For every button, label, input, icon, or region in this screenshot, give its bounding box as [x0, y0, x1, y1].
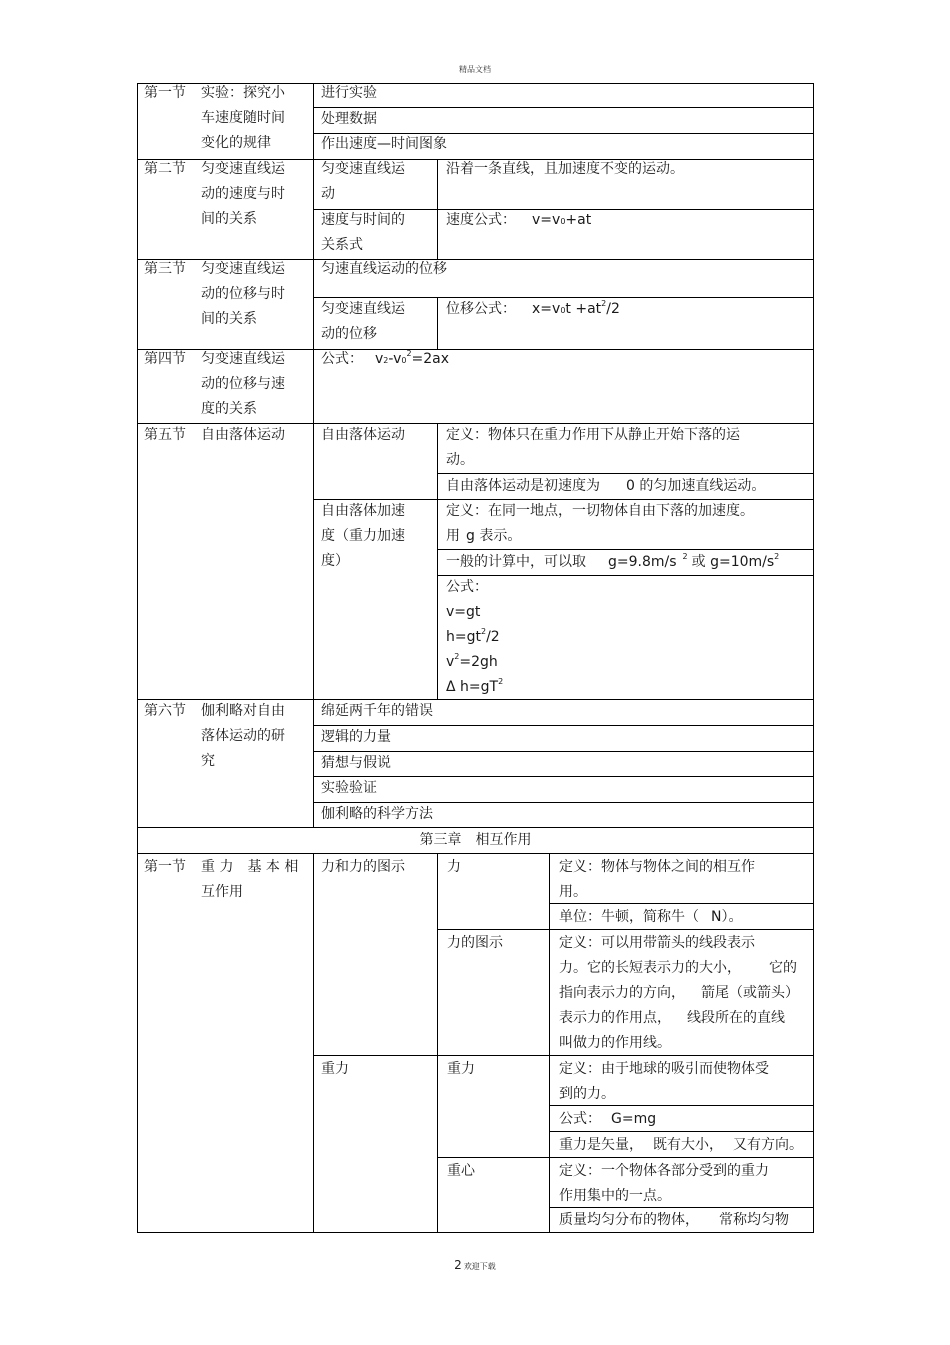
table-border-right: [813, 83, 814, 1233]
section-number: 第六节: [144, 703, 186, 719]
formula-line: [559, 1107, 656, 1132]
row-line: [313, 107, 814, 108]
topic-label: 速度与时间的: [321, 212, 405, 228]
topic-label: 匀变速直线运: [321, 301, 405, 317]
section-title: 动的速度与时: [201, 186, 285, 202]
row-line: [437, 575, 814, 576]
definition-part: 线段所在的直线: [687, 1010, 785, 1026]
section-title: 变化的规律: [201, 135, 271, 151]
subtopic-label: 力的图示: [447, 935, 503, 951]
section-title: 重 力 基 本 相: [201, 859, 299, 875]
definition-text: 定义：物体与物体之间的相互作: [559, 859, 755, 875]
formula: 或 g=10m/s: [691, 554, 775, 570]
definition-part: 箭尾（或箭头）: [701, 985, 799, 1001]
definition-part: 既有大小，: [653, 1137, 723, 1153]
row-line: [137, 853, 814, 854]
section-title: 伽利略对自由: [201, 703, 285, 719]
formula: v: [375, 351, 384, 367]
table-border-left: [137, 83, 138, 1233]
section-title: 落体运动的研: [201, 728, 285, 744]
section-title: 匀变速直线运: [201, 161, 285, 177]
definition-text: 作用集中的一点。: [559, 1188, 671, 1204]
formula: [446, 675, 503, 700]
superscript: 2: [498, 677, 504, 686]
section-number: 第三节: [144, 261, 186, 277]
topic-label: 度）: [321, 553, 349, 569]
subscript: 0: [401, 356, 407, 365]
section-title: 间的关系: [201, 311, 257, 327]
superscript: 2: [406, 349, 412, 358]
topic-cell: 绵延两千年的错误: [321, 703, 433, 719]
row-line: [313, 776, 814, 777]
definition-text: [559, 1208, 789, 1233]
col-divider: [437, 853, 438, 1233]
topic-label: 自由落体加速: [321, 503, 405, 519]
superscript: 2: [682, 552, 688, 561]
formula-part: =2gh: [459, 654, 498, 670]
subscript: 0: [560, 306, 566, 315]
superscript: 2: [480, 627, 487, 636]
topic-cell: 作出速度—时间图象: [321, 136, 447, 152]
section-title: 动的位移与时: [201, 286, 285, 302]
formula: =2ax: [411, 351, 450, 367]
superscript: 2: [454, 652, 460, 661]
topic-cell: 处理数据: [321, 111, 377, 127]
definition-text: 定义：可以用带箭头的线段表示: [559, 935, 755, 951]
formula: /2: [606, 301, 620, 317]
definition-text: [559, 956, 797, 981]
topic-cell: 进行实验: [321, 85, 377, 101]
subtopic-label: 力: [447, 859, 461, 875]
topic-cell: 猜想与假说: [321, 755, 391, 771]
formula-prefix: 位移公式：: [446, 301, 516, 317]
section-number: 第一节: [144, 859, 186, 875]
section-number: 第四节: [144, 351, 186, 367]
section-number: 第一节: [144, 85, 186, 101]
formula: [446, 650, 498, 675]
definition-text: 定义：物体只在重力作用下从静止开始下落的运: [446, 427, 740, 443]
definition-text: [559, 905, 742, 930]
page-number: 2: [454, 1258, 462, 1272]
outline-table: [137, 83, 814, 1233]
topic-label: 自由落体运动: [321, 427, 405, 443]
topic-cell: 匀速直线运动的位移: [321, 261, 447, 277]
col-divider: [437, 297, 438, 349]
topic-label: 力和力的图示: [321, 859, 405, 875]
subscript: 2: [383, 356, 389, 365]
chapter-title: 第三章 相互作用: [419, 832, 532, 848]
formula: [446, 625, 500, 650]
formula: -v: [388, 351, 402, 367]
formula: v=v: [532, 212, 561, 228]
definition-part: 又有方向。: [733, 1137, 803, 1153]
section-number: 第五节: [144, 427, 186, 443]
col-divider: [313, 83, 314, 827]
note-part: 自由落体运动是初速度为: [446, 478, 600, 494]
note-part: 0 的匀加速直线运动。: [626, 478, 766, 494]
formula-line: [446, 208, 591, 233]
definition-part: g 表示。: [466, 528, 522, 544]
formula-part: h=gt: [446, 629, 481, 645]
definition-text: [559, 1133, 803, 1158]
topic-label: 动的位移: [321, 326, 377, 342]
page-footer: [0, 1258, 950, 1272]
topic-label: 动: [321, 186, 335, 202]
definition-text: 定义：由于地球的吸引而使物体受: [559, 1061, 769, 1077]
formula-prefix: 速度公式：: [446, 212, 516, 228]
section-title: 实验：探究小: [201, 85, 285, 101]
section-title: 度的关系: [201, 401, 257, 417]
subscript: 0: [560, 217, 566, 226]
topic-label: 度（重力加速: [321, 528, 405, 544]
definition-text: [446, 524, 521, 549]
formula-part: /2: [486, 629, 500, 645]
section-number: 第二节: [144, 161, 186, 177]
note-text: [446, 550, 779, 575]
definition-part: 表示力的作用点，: [559, 1010, 671, 1026]
definition-part: N）。: [711, 909, 743, 925]
definition-text: 定义：一个物体各部分受到的重力: [559, 1163, 769, 1179]
formula-line: [446, 297, 620, 322]
definition-text: 动。: [446, 452, 474, 468]
superscript: 2: [601, 299, 607, 308]
definition-text: 定义：在同一地点，一切物体自由下落的加速度。: [446, 503, 754, 519]
definition-text: 叫做力的作用线。: [559, 1035, 671, 1051]
col-divider: [437, 423, 438, 699]
formula-part: Δ h=gT: [446, 679, 499, 695]
formula: g=9.8m/s: [608, 554, 677, 570]
topic-label: 重力: [321, 1061, 349, 1077]
row-line: [549, 903, 814, 904]
definition-text: 沿着一条直线，且加速度不变的运动。: [446, 161, 684, 177]
topic-label: 关系式: [321, 237, 363, 253]
formula: t +at: [565, 301, 602, 317]
topic-cell: 伽利略的科学方法: [321, 806, 433, 822]
formula-prefix: 公式：: [321, 351, 363, 367]
section-title: 究: [201, 753, 215, 769]
formula-prefix: 公式：: [559, 1111, 601, 1127]
page-header: 精品文档: [459, 65, 491, 74]
definition-part: 用: [446, 528, 460, 544]
subtopic-label: 重心: [447, 1163, 475, 1179]
subtopic-label: 重力: [447, 1061, 475, 1077]
formula: +at: [565, 212, 592, 228]
definition-part: 它的: [769, 960, 797, 976]
definition-part: 单位：牛顿，简称牛（: [559, 909, 699, 925]
footer-note: 欢迎下载: [463, 1262, 496, 1271]
section-title: 互作用: [201, 884, 243, 900]
section-title: 间的关系: [201, 211, 257, 227]
superscript: 2: [774, 552, 780, 561]
section-title: 动的位移与速: [201, 376, 285, 392]
note-part: 一般的计算中，可以取: [446, 554, 586, 570]
topic-cell: 逻辑的力量: [321, 729, 391, 745]
formula: v=gt: [446, 604, 481, 620]
definition-part: 重力是矢量，: [559, 1137, 643, 1153]
section-title: 车速度随时间: [201, 110, 285, 126]
definition-part: 力。它的长短表示力的大小，: [559, 960, 741, 976]
formula-title: 公式：: [446, 579, 488, 595]
section-title: 自由落体运动: [201, 427, 285, 443]
formula: G=mg: [611, 1111, 657, 1127]
section-title: 匀变速直线运: [201, 351, 285, 367]
formula-part: v: [446, 654, 455, 670]
definition-part: 指向表示力的方向，: [559, 985, 685, 1001]
definition-part: 质量均匀分布的物体，: [559, 1212, 699, 1228]
definition-part: 常称均匀物: [719, 1212, 789, 1228]
col-divider: [313, 853, 314, 1233]
definition-text: [559, 1006, 785, 1031]
formula: x=v: [532, 301, 561, 317]
section-title: 匀变速直线运: [201, 261, 285, 277]
definition-text: 到的力。: [559, 1086, 615, 1102]
topic-label: 匀变速直线运: [321, 161, 405, 177]
note-text: [446, 474, 765, 499]
definition-text: 用。: [559, 884, 587, 900]
col-divider: [549, 853, 550, 1233]
topic-cell: 实验验证: [321, 780, 377, 796]
definition-text: [559, 981, 799, 1006]
formula-line: [321, 347, 449, 372]
